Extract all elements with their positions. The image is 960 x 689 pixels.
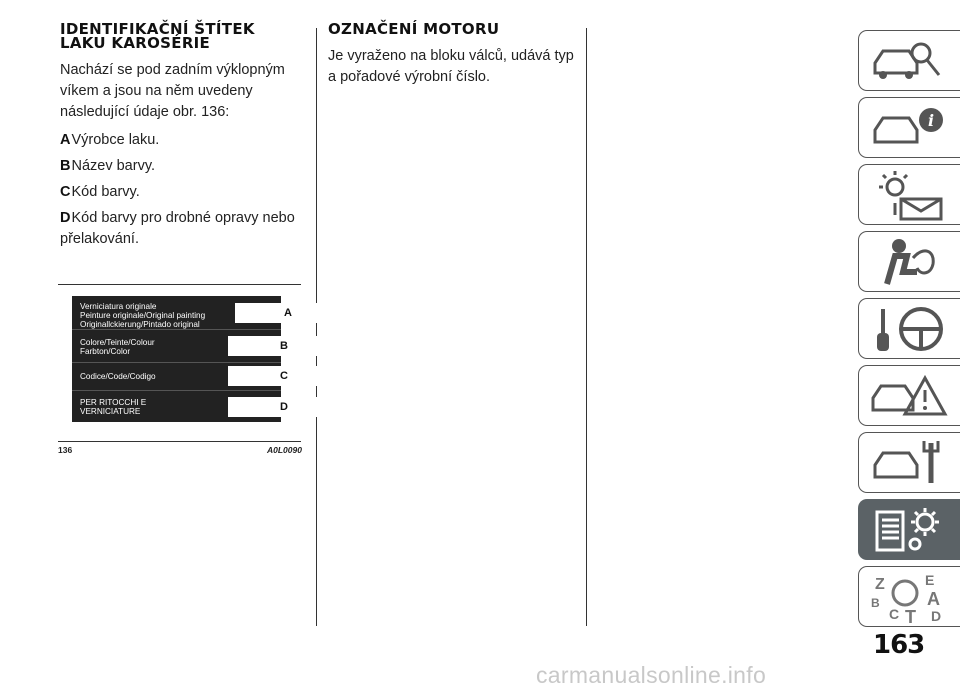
figure-top-rule bbox=[58, 284, 301, 285]
section-heading-engine: OZNAČENÍ MOTORU bbox=[328, 20, 500, 38]
figure-code: A0L0090 bbox=[267, 445, 302, 455]
right-column bbox=[328, 22, 578, 95]
figure-label: Verniciatura originale Peinture originale/Original painting Originallckierung/Pintado original bbox=[80, 302, 206, 329]
figure-divider bbox=[72, 390, 281, 391]
column-divider bbox=[586, 28, 587, 626]
figure-label: Colore/Teinte/Colour Farbton/Color bbox=[80, 338, 155, 356]
section-heading-paint-label bbox=[60, 22, 304, 50]
svg-text:B: B bbox=[871, 596, 880, 610]
list-item: DKód barvy pro drobné opravy nebo přelakování. bbox=[60, 210, 295, 247]
paint-label-figure bbox=[72, 296, 292, 422]
chapter-tab-maintenance[interactable] bbox=[858, 432, 960, 493]
list-item: CKód barvy. bbox=[60, 184, 140, 200]
warning-lights-icon bbox=[869, 169, 949, 221]
svg-text:E: E bbox=[925, 572, 935, 588]
svg-text:i: i bbox=[928, 111, 935, 130]
car-warning-triangle-icon bbox=[869, 370, 949, 422]
car-info-icon bbox=[869, 102, 949, 154]
figure-divider bbox=[72, 362, 281, 363]
chapter-tab-warning-lights[interactable] bbox=[858, 164, 960, 225]
heading-line-2: LAKU KAROSÉRIE bbox=[60, 34, 211, 52]
list-item: BNázev barvy. bbox=[60, 158, 156, 174]
heading-line-1: IDENTIFIKAČNÍ ŠTÍTEK bbox=[60, 20, 255, 38]
chapter-tab-safety[interactable] bbox=[858, 231, 960, 292]
figure-divider bbox=[72, 329, 281, 330]
watermark-text: carmanualsonline.info bbox=[536, 662, 767, 688]
svg-text:T: T bbox=[905, 607, 916, 623]
list-item: AVýrobce laku. bbox=[60, 132, 160, 148]
chapter-tab-emergency[interactable] bbox=[858, 365, 960, 426]
figure-label: Codice/Code/Codigo bbox=[80, 372, 156, 381]
intro-paragraph: Nachází se pod zadním výklopným víkem a jsou na něm uvedeny následující údaje obr. 136: bbox=[60, 62, 285, 120]
figure-box-c: C bbox=[228, 366, 340, 386]
svg-text:A: A bbox=[927, 589, 940, 609]
figure-label: PER RITOCCHI E VERNICIATURE bbox=[80, 398, 147, 416]
svg-text:D: D bbox=[931, 608, 942, 623]
airbag-seat-icon bbox=[869, 236, 949, 288]
chapter-tab-starting-driving[interactable] bbox=[858, 298, 960, 359]
car-search-icon bbox=[869, 35, 949, 87]
page-number: 163 bbox=[873, 630, 925, 660]
key-steering-wheel-icon bbox=[869, 303, 949, 355]
figure-box-d: D bbox=[228, 397, 340, 417]
left-column bbox=[60, 22, 304, 255]
engine-paragraph: Je vyraženo na bloku válců, udává typ a pořadové výrobní číslo. bbox=[328, 48, 574, 85]
figure-box-a: A bbox=[235, 303, 341, 323]
column-divider bbox=[316, 28, 317, 626]
chapter-tab-technical-data[interactable] bbox=[858, 499, 960, 560]
chapter-tab-index[interactable] bbox=[858, 566, 960, 627]
alphabet-index-icon bbox=[869, 571, 949, 623]
svg-text:Z: Z bbox=[875, 576, 885, 593]
figure-box-b: B bbox=[228, 336, 340, 356]
chapter-tab-knowing-car[interactable] bbox=[858, 30, 960, 91]
figure-caption-rule bbox=[58, 441, 301, 442]
car-wrench-icon bbox=[869, 437, 949, 489]
chapter-tab-info[interactable] bbox=[858, 97, 960, 158]
specs-gear-icon bbox=[869, 504, 949, 556]
svg-text:C: C bbox=[889, 606, 900, 622]
figure-number: 136 bbox=[58, 445, 73, 455]
